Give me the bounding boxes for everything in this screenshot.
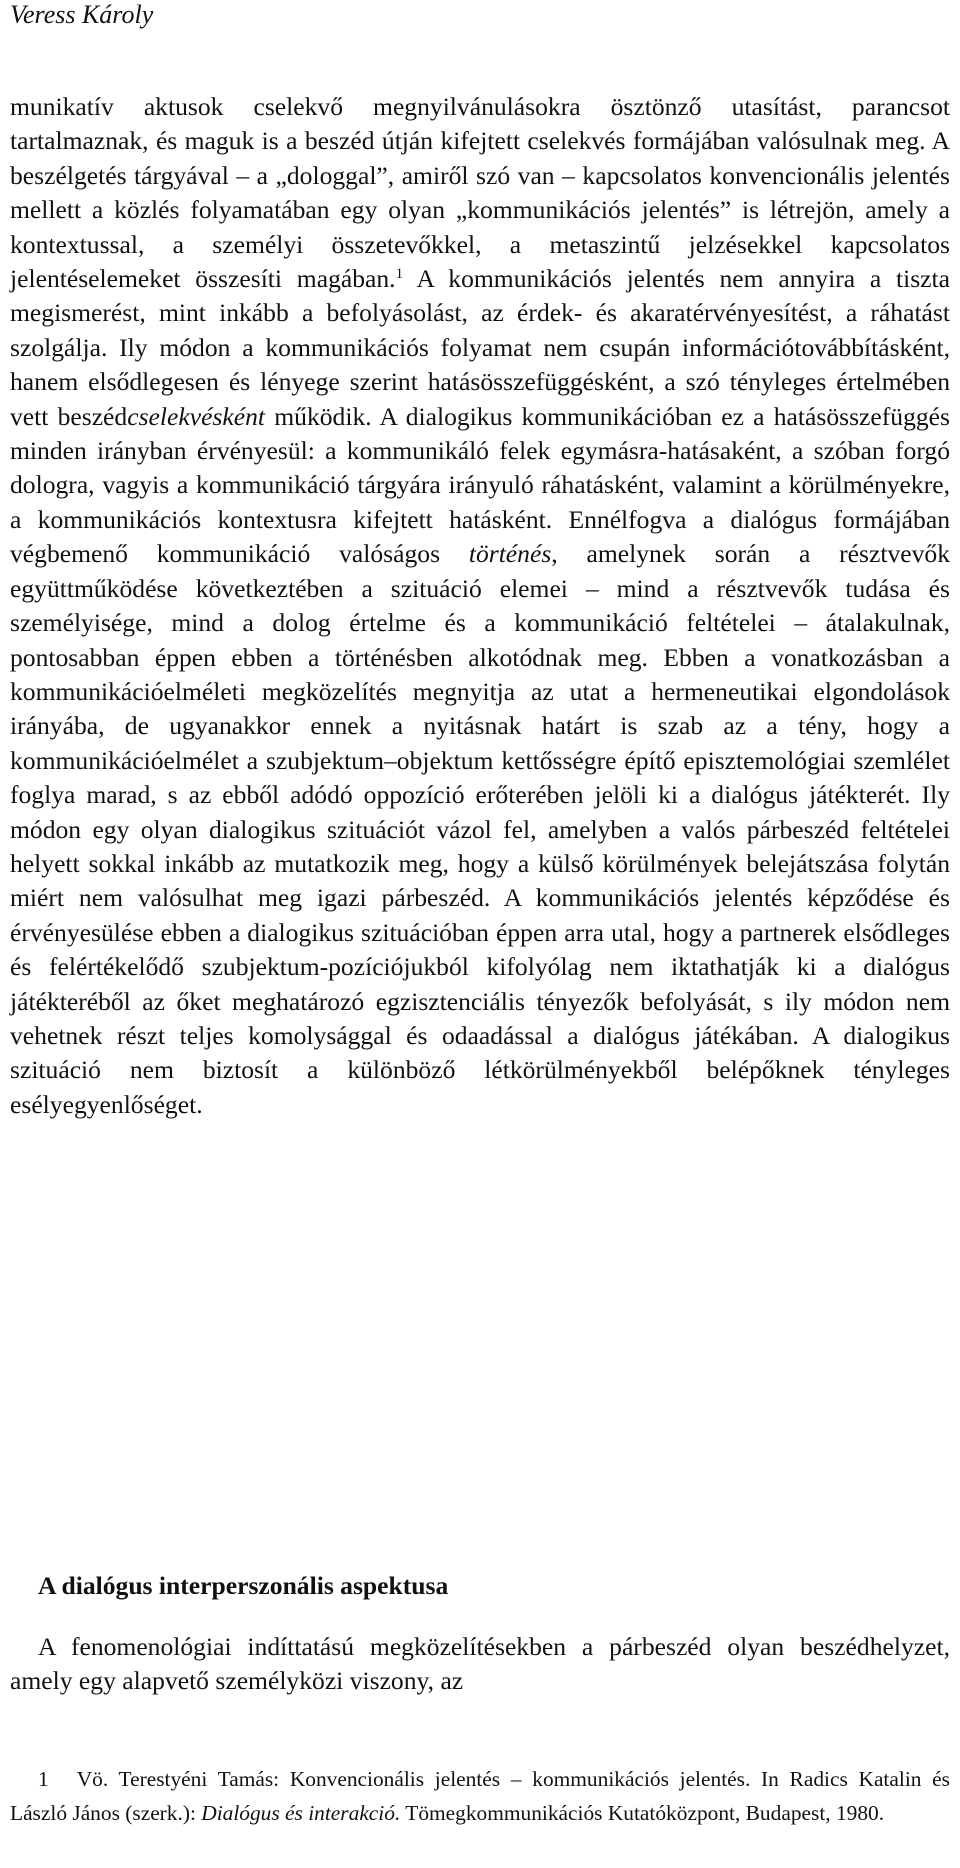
body-text-part-a: munikatív aktusok cselekvő megnyilvánulásokra ösztönző utasítást, parancsot tartalmaznak, és maguk is a beszéd útján kifejtett cselekvés formájában valósulnak meg. A beszélgetés tárgyával – a „dologgal”, amiről szó van – kapcsolatos konvencionális jelentés mellett a közlés folyamatában egy olyan „kommunikációs jelentés” is létrejön, amely a kontextussal, a személyi összetevőkkel, a metaszintű jelzésekkel kapcsolatos jelentéselemeket összesíti magában. xyxy=(10,92,950,294)
running-header: Veress Károly xyxy=(10,0,154,29)
body-text-part-c: működik. A dialogikus kommunikációban ez a hatásösszefüggés minden irányban érvényesül: a kommunikáló felek egymásra-hatásaként, a szóban forgó dologra, vagyis a kommunikáció tárgyára irányuló ráhatásként, valamint a körülményekre, a kommunikációs kontextusra kifejtett hatásként. Ennélfogva a dialógus formájában végbemenő kommunikáció valóságos xyxy=(10,401,950,569)
footnote-text-b: Tömegkommunikációs Kutatóközpont, Budapest, 1980. xyxy=(400,1801,885,1825)
footnote-text-a: Vö. Terestyéni Tamás: Konvencionális jelentés – kommunikációs jelentés. In Radics Katalin és László János (szerk.): xyxy=(10,1767,950,1825)
emphasis-cselekveskent: cselekvésként xyxy=(127,401,266,431)
footnote-book-title: Dialógus és interakció. xyxy=(201,1801,401,1825)
body-text-part-d: , amelynek során a résztvevők együttműködése következtében a szituáció elemei – mind a résztvevők tudása és személyisége, mind a dolog értelme és a kommunikáció feltételei – átalakulnak, pontosabban éppen ebben a történésben alkotódnak meg. Ebben a vonatkozásban a kommunikációelméleti megközelítés megnyitja az utat a hermeneutikai elgondolások irányába, de ugyanakkor ennek a nyitásnak határt is szab az a tény, hogy a kommunikációelmélet a szubjektum–objektum kettősségre építő episztemológiai szemlélet foglya marad, s az ebből adódó oppozíció erőterében jelöli ki a dialógus játékterét. Ily módon egy olyan dialogikus szituációt vázol fel, amelyben a valós párbeszéd feltételei helyett sokkal inkább az mutatkozik meg, hogy a külső körülmények belejátszása folytán miért nem valósulhat meg igazi párbeszéd. A kommunikációs jelentés képződése és érvényesülése ebben a dialogikus szituációban éppen arra utal, hogy a partnerek elsődleges és felértékelődő szubjektum-pozíciójukból kifolyólag nem iktathatják ki a dialógus játékteréből az őket meghatározó egzisztenciális tényezők befolyását, s ily módon nem vehetnek részt teljes komolysággal és odaadással a dialógus játékában. A dialogikus szituáció nem biztosít a különböző létkörülményekből belépőknek tényleges esélyegyenlőséget. xyxy=(10,539,950,1119)
section-heading: A dialógus interperszonális aspektusa xyxy=(38,1571,449,1600)
document-page xyxy=(10,0,950,1868)
footnote-number: 1 xyxy=(38,1767,49,1791)
section-paragraph: A fenomenológiai indíttatású megközelítésekben a párbeszéd olyan beszédhelyzet, amely egy alapvető személyközi viszony, az xyxy=(10,1632,950,1695)
emphasis-tortenes: történés xyxy=(468,539,552,569)
body-text-part-b: A kommunikációs jelentés nem annyira a tiszta megismerést, mint inkább a befolyásolást, az érdek- és akaratérvényesítést, a ráhatást szolgálja. Ily módon a kommunikációs folyamat nem csupán információtovábbításként, hanem elsődlegesen és lényege szerint hatásösszefüggésként, a szó tényleges értelmében vett beszéd xyxy=(10,264,950,431)
footnote-reference: 1 xyxy=(395,266,404,283)
main-paragraph xyxy=(10,90,950,1122)
paragraph-continued xyxy=(10,90,950,1122)
footnote xyxy=(10,1762,950,1830)
